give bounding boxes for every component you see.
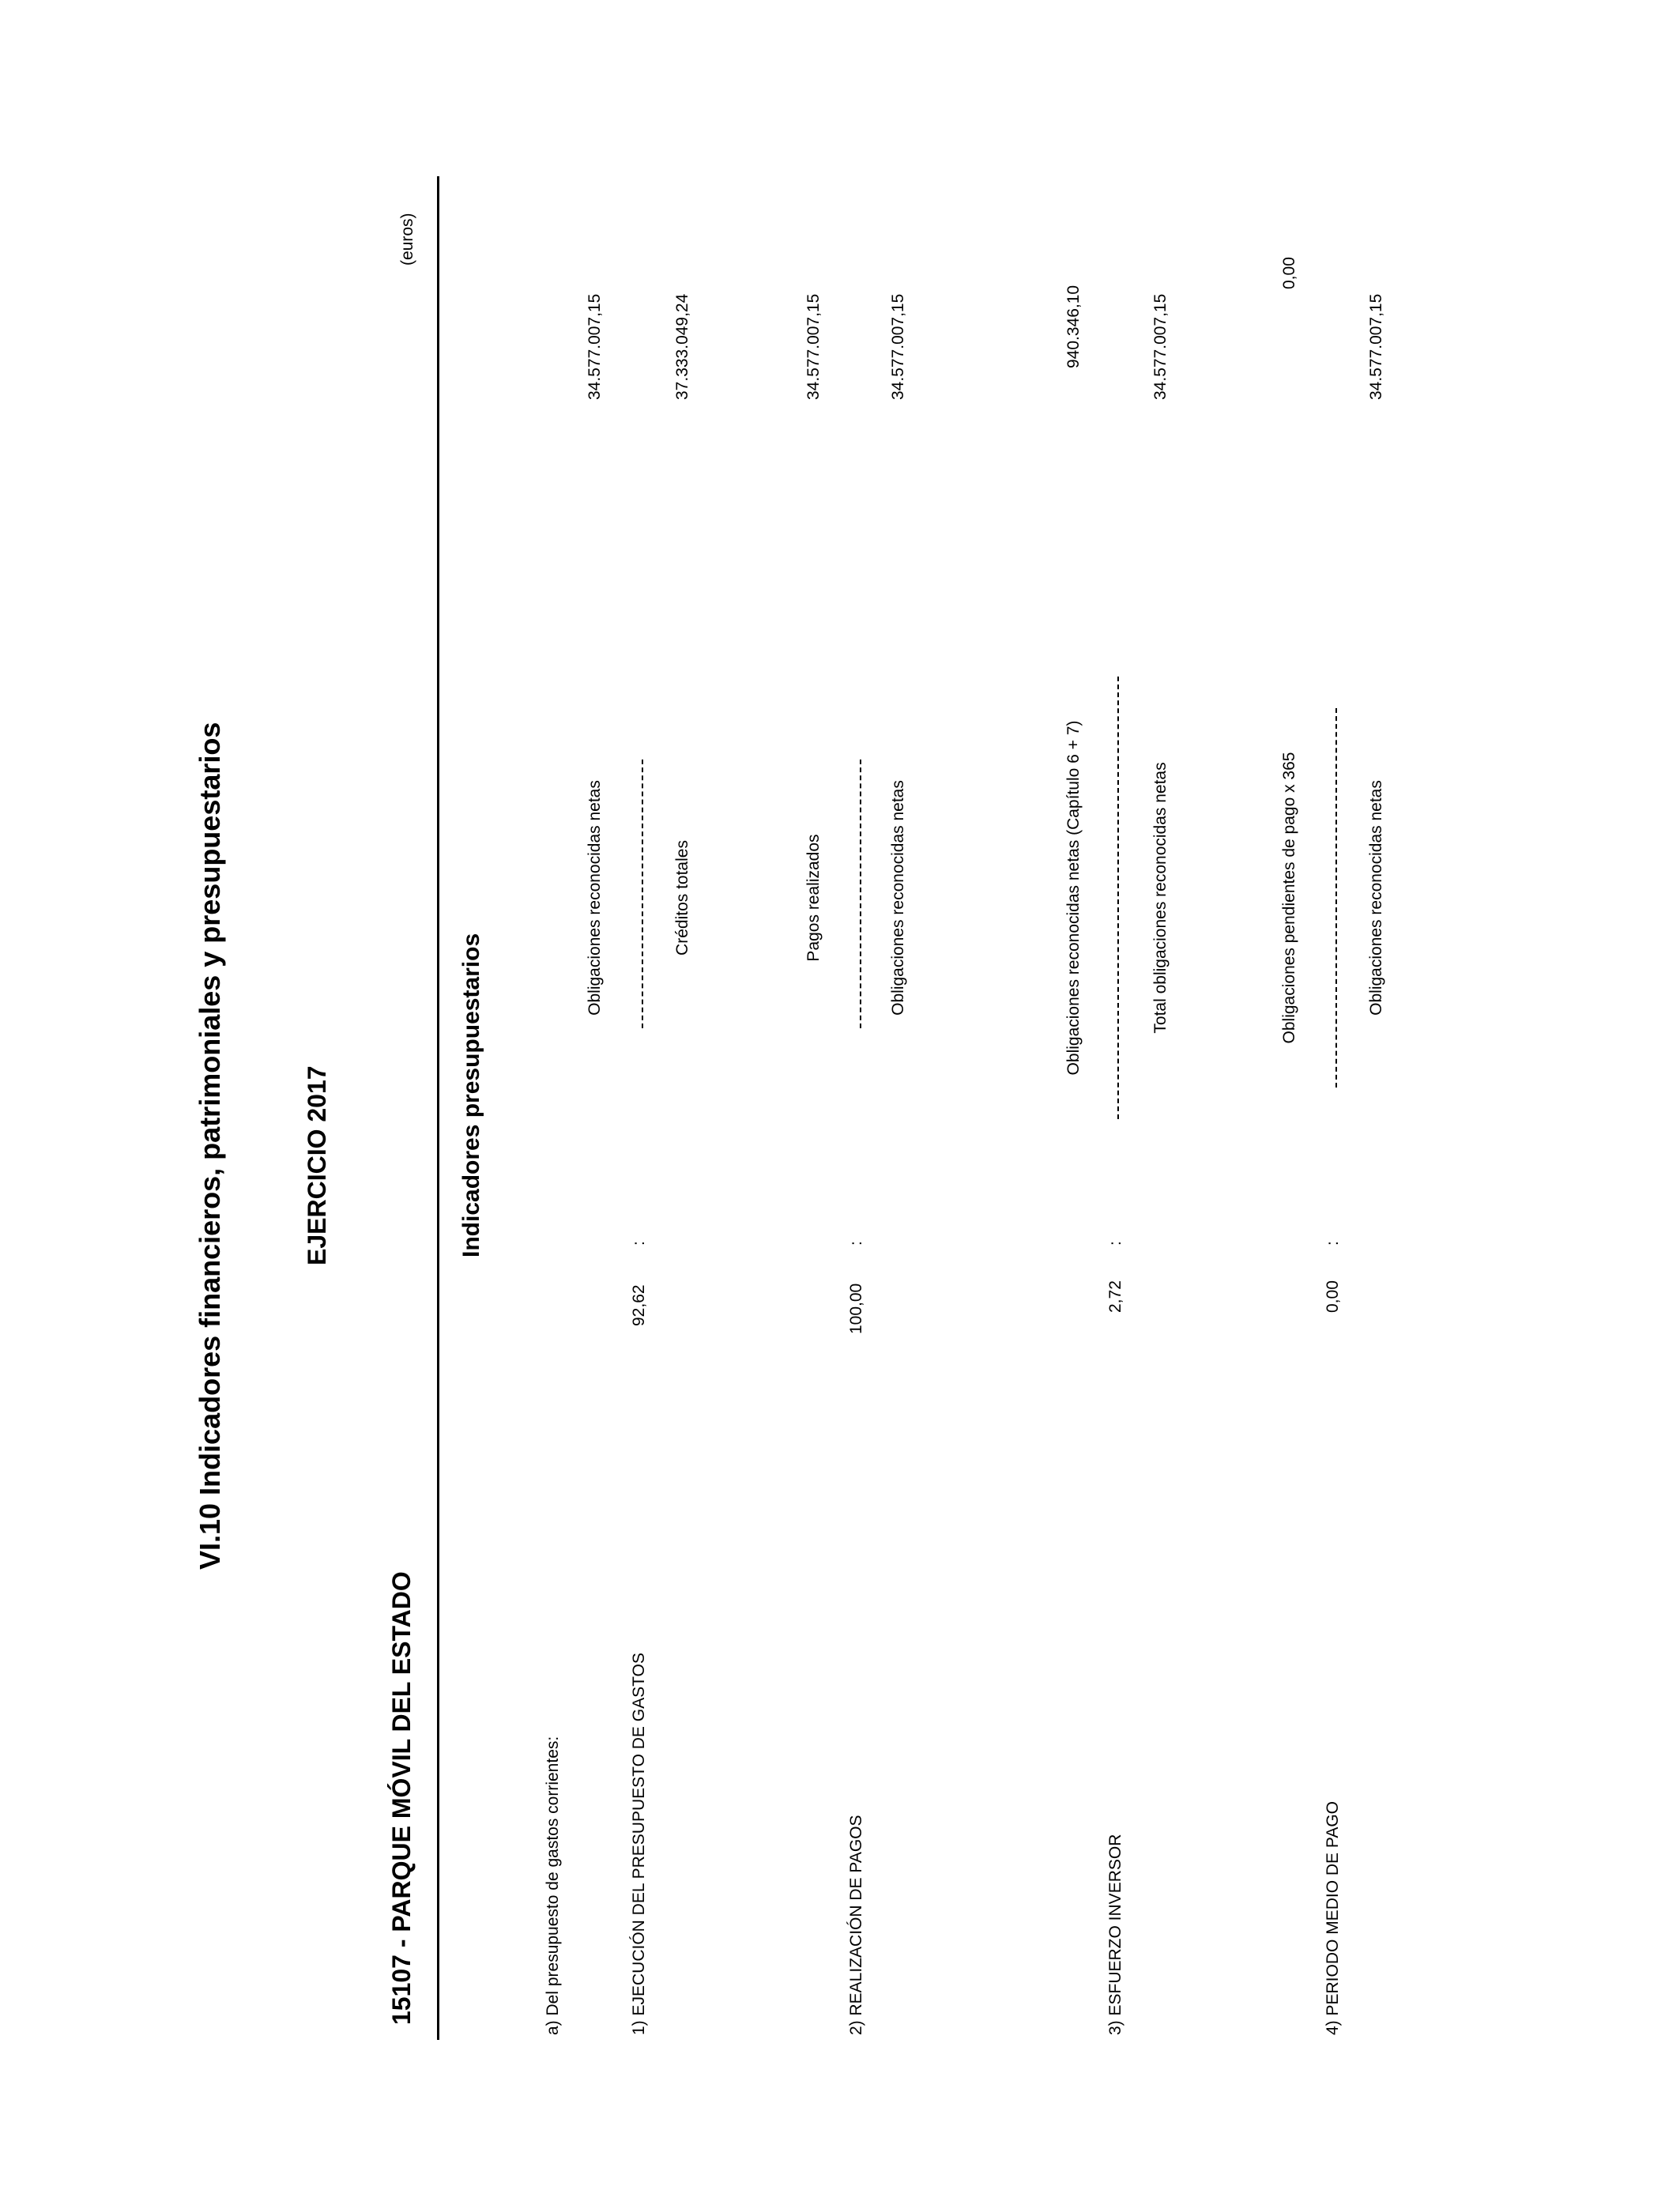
- indicator-label: 4) PERIODO MEDIO DE PAGO: [1324, 1801, 1342, 2035]
- indicator-label: 3) ESFUERZO INVERSOR: [1106, 1834, 1124, 2035]
- exercise-year: EJERCICIO 2017: [303, 1065, 331, 1265]
- indicator-numerator: Obligaciones reconocidas netas: [586, 780, 604, 1016]
- fraction-line: [860, 760, 861, 1028]
- indicator-label: 2) REALIZACIÓN DE PAGOS: [847, 1815, 865, 2035]
- fraction-line: [642, 760, 643, 1028]
- indicator-result: 2,72: [1106, 1280, 1124, 1313]
- numerator-value: 0,00: [1280, 257, 1298, 289]
- denominator-value: 34.577.007,15: [889, 293, 907, 400]
- indicator-label: 1) EJECUCIÓN DEL PRESUPUESTO DE GASTOS: [630, 1653, 648, 2035]
- section-title: Indicadores presupuestarios: [458, 933, 484, 1257]
- section-subheading: a) Del presupuesto de gastos corrientes:: [544, 1736, 562, 2035]
- numerator-value: 34.577.007,15: [586, 293, 604, 400]
- indicator-colon: :: [1324, 1241, 1342, 1246]
- fraction-line: [1335, 708, 1337, 1088]
- indicator-numerator: Obligaciones pendientes de pago x 365: [1280, 752, 1298, 1044]
- indicator-denominator: Créditos totales: [673, 840, 691, 956]
- indicator-numerator: Obligaciones reconocidas netas (Capítulo 6 + 7): [1064, 720, 1083, 1076]
- denominator-value: 37.333.049,24: [673, 293, 691, 400]
- indicator-result: 0,00: [1324, 1280, 1342, 1313]
- indicator-numerator: Pagos realizados: [804, 834, 823, 962]
- numerator-value: 34.577.007,15: [804, 293, 823, 400]
- indicator-denominator: Total obligaciones reconocidas netas: [1151, 762, 1170, 1034]
- indicator-result: 100,00: [847, 1283, 865, 1334]
- indicator-colon: :: [630, 1241, 648, 1246]
- indicator-colon: :: [847, 1241, 865, 1246]
- indicator-colon: :: [1106, 1241, 1124, 1246]
- entity-name: 15107 - PARQUE MÓVIL DEL ESTADO: [387, 1571, 416, 2025]
- fraction-line: [1117, 677, 1119, 1119]
- indicator-denominator: Obligaciones reconocidas netas: [889, 780, 907, 1016]
- denominator-value: 34.577.007,15: [1151, 293, 1170, 400]
- report-title: VI.10 Indicadores financieros, patrimoniales y presupuestarios: [194, 722, 226, 1570]
- denominator-value: 34.577.007,15: [1367, 293, 1385, 400]
- units-label: (euros): [398, 213, 416, 266]
- numerator-value: 940.346,10: [1064, 285, 1083, 368]
- indicator-result: 92,62: [630, 1284, 648, 1326]
- indicator-denominator: Obligaciones reconocidas netas: [1367, 780, 1385, 1016]
- header-rule: [437, 176, 439, 2040]
